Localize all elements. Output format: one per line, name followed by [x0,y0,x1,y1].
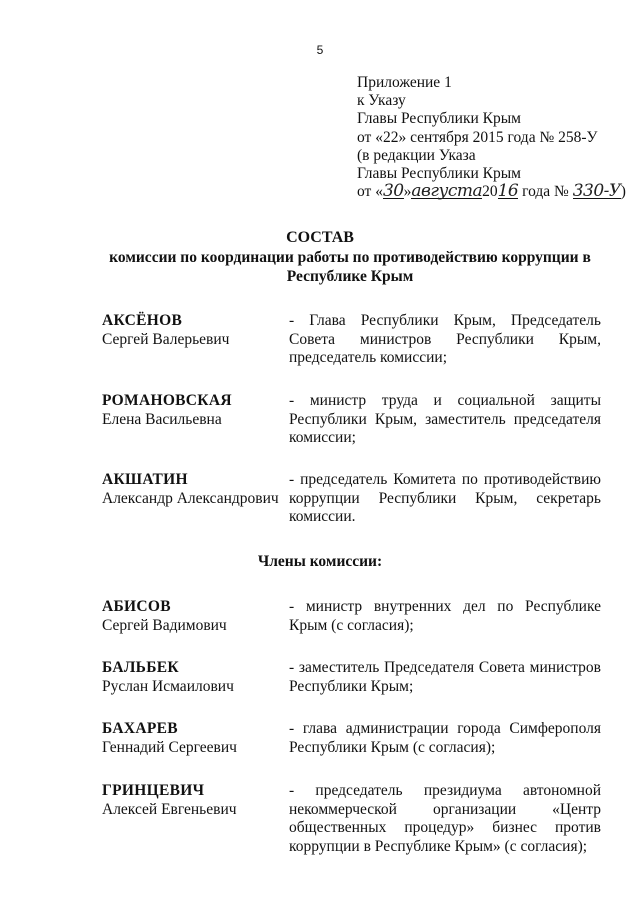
subtitle-line: комиссии по координации работы по противодействию коррупции в [109,249,591,266]
members-heading: Члены комиссии: [257,553,383,570]
person-name: Сергей Вадимович [102,616,227,634]
amendment-date-line [357,183,626,201]
year-word: года № [518,183,573,201]
appendix-line: Приложение 1 [357,74,452,91]
person-role: - председатель президиума автономной некоммерческой организации «Центр общественных процедур» бизнес против коррупции в Республике Крым» (с согласия); [289,782,601,855]
person-name: Александр Александрович [102,489,279,507]
person-role: - глава администрации города Симферополя Республики Крым (с согласия); [289,720,601,756]
person-surname: РОМАНОВСКАЯ [102,392,232,409]
handwritten-year: 16 [497,181,519,202]
person-surname: АКСЁНОВ [102,312,183,329]
person-name: Геннадий Сергеевич [102,738,237,756]
person-entry [102,782,237,819]
date-close: ) [620,183,626,201]
person-entry [102,720,237,757]
person-name: Сергей Валерьевич [102,330,230,348]
year-prefix: 20 [482,183,498,201]
person-name: Алексей Евгеньевич [102,800,237,818]
person-entry [102,312,229,349]
appendix-line: к Указу [357,92,406,110]
handwritten-number: 330-У [572,181,621,202]
person-role: - заместитель Председателя Совета министров Республики Крым; [289,659,601,695]
subtitle-line: Республике Крым [286,267,414,285]
person-name: Елена Васильевна [102,410,222,428]
person-role: - министр внутренних дел по Республике Крым (с согласия); [289,598,601,634]
page-number: 5 [316,43,324,57]
person-surname: БАЛЬБЕК [102,659,179,676]
person-surname: БАХАРЕВ [102,720,178,737]
appendix-line: от «22» сентября 2015 года № 258-У [357,128,598,146]
appendix-line: Главы Республики Крым [357,110,521,128]
document-title: СОСТАВ [286,229,354,246]
person-surname: АКШАТИН [102,471,188,488]
person-surname: АБИСОВ [102,598,171,615]
handwritten-day: 30 [382,181,404,202]
person-entry [102,392,232,429]
person-entry [102,471,279,508]
person-surname: ГРИНЦЕВИЧ [102,782,205,799]
person-name: Руслан Исмаилович [102,677,234,695]
appendix-header [357,74,626,201]
person-entry [102,598,227,635]
appendix-line: (в редакции Указа [357,146,476,164]
date-sep: » [403,183,412,201]
person-role: - председатель Комитета по противодействию коррупции Республики Крым, секретарь комиссии. [289,471,601,525]
person-role: - Глава Республики Крым, Председатель Совета министров Республики Крым, председатель комиссии; [289,312,601,366]
date-prefix: от « [357,183,383,201]
document-subtitle [90,249,610,286]
appendix-line: Главы Республики Крым [357,165,521,183]
handwritten-month: августа [411,181,483,202]
person-entry [102,659,234,696]
person-role: - министр труда и социальной защиты Республики Крым, заместитель председателя комиссии; [289,392,601,446]
